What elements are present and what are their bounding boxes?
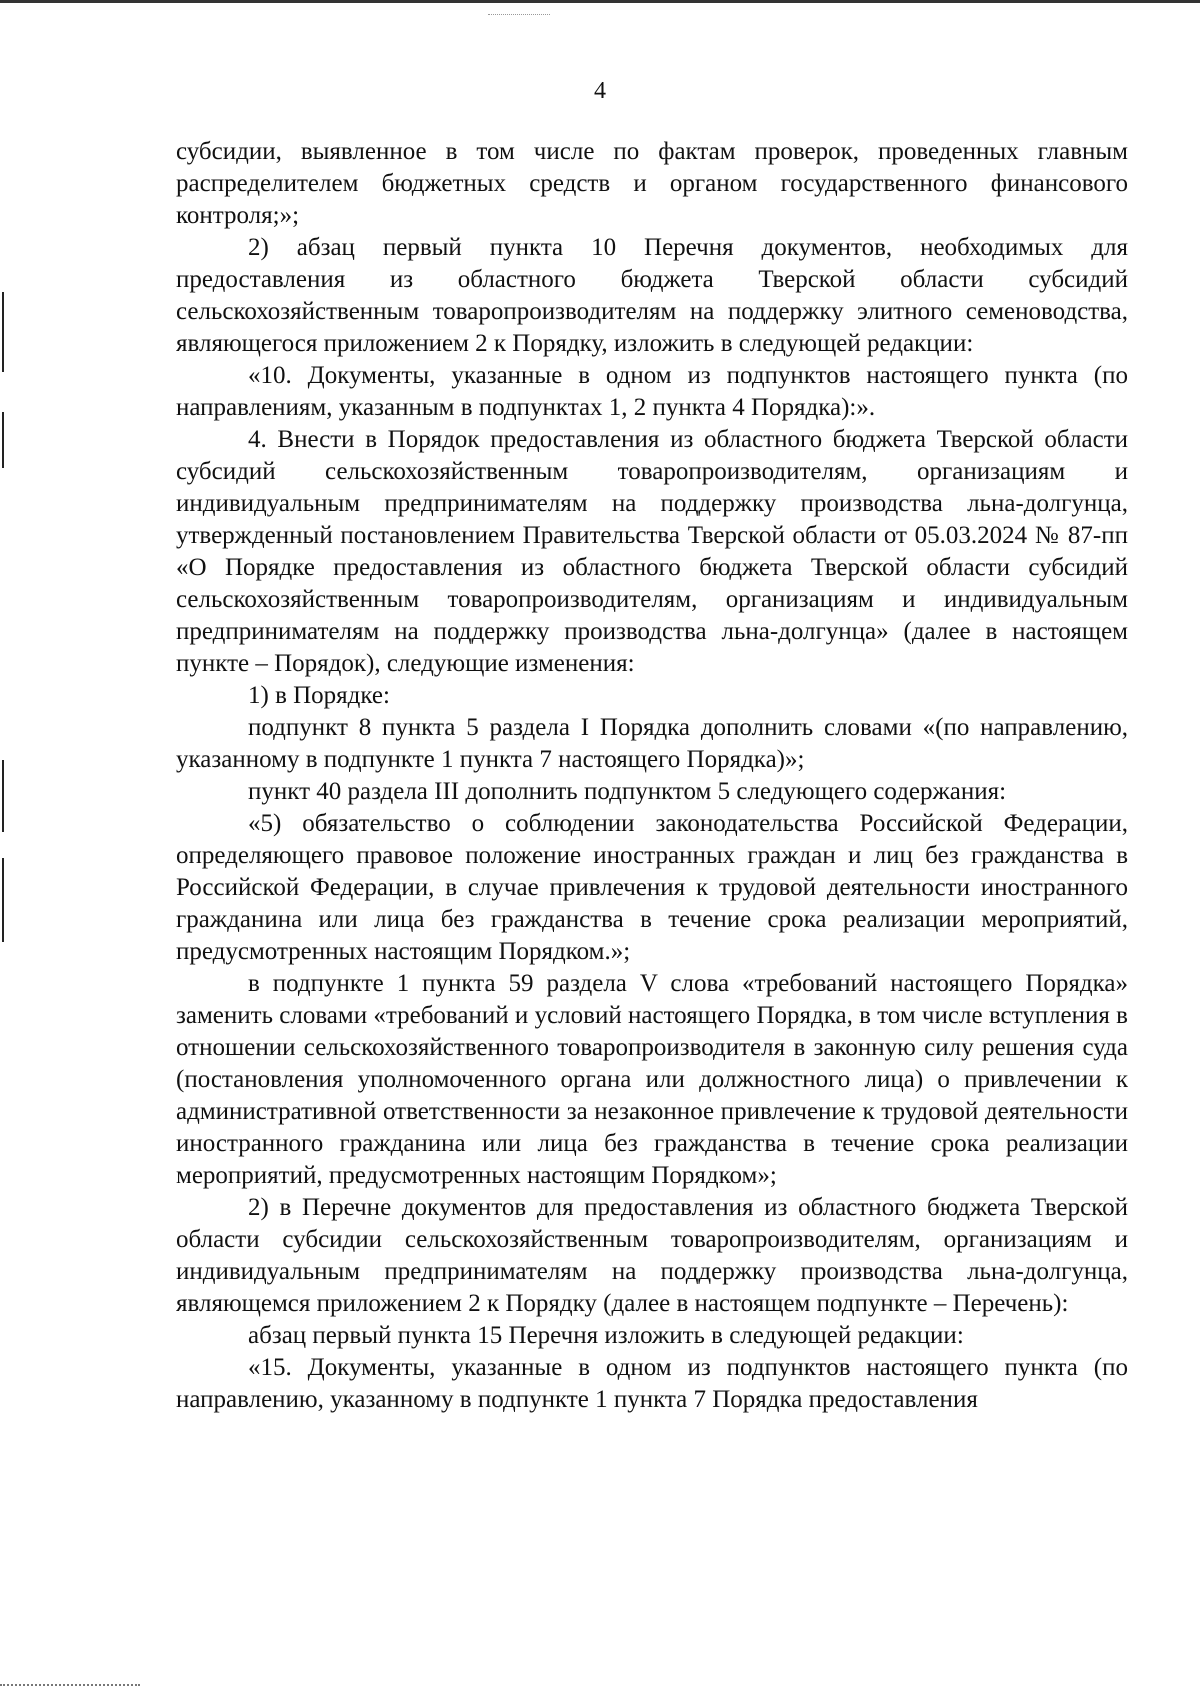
- scan-edge-mark: [2, 760, 4, 832]
- paragraph-3: «10. Документы, указанные в одном из подпунктов настоящего пункта (по направлениям, указанным в подпунктах 1, 2 пункта 4 Порядка):».: [176, 362, 1128, 421]
- paragraph-1: субсидии, выявленное в том числе по фактам проверок, проведенных главным распределителем бюджетных средств и органом государственного финансового контроля;»;: [176, 138, 1128, 229]
- scan-edge-mark: [2, 292, 4, 372]
- scan-artifact-bottom: [0, 1684, 140, 1690]
- paragraph-9: в подпункте 1 пункта 59 раздела V слова «требований настоящего Порядка» заменить словами «требований и условий настоящего Порядка, в том числе вступления в отношении сельскохозяйственного товаропроизводителя в законную силу решения суда (постановления уполномоченного органа или должностного лица) о привлечении к административной ответственности за незаконное привлечение к трудовой деятельности иностранного гражданина или лица без гражданства в течение срока реализации мероприятий, предусмотренных настоящим Порядком»;: [176, 970, 1128, 1189]
- paragraph-12: «15. Документы, указанные в одном из подпунктов настоящего пункта (по направлению, указанному в подпункте 1 пункта 7 Порядка предоставления: [176, 1354, 1128, 1413]
- document-body: [176, 136, 1128, 1416]
- paragraph-11: абзац первый пункта 15 Перечня изложить в следующей редакции:: [248, 1322, 964, 1349]
- scan-artifact: [488, 14, 550, 21]
- paragraph-10: 2) в Перечне документов для предоставления из областного бюджета Тверской области субсидии сельскохозяйственным товаропроизводителям, организациям и индивидуальным предпринимателям на поддержку производства льна-долгунца, являющемся приложением 2 к Порядку (далее в настоящем подпункте – Перечень):: [176, 1194, 1128, 1317]
- paragraph-7: пункт 40 раздела III дополнить подпунктом 5 следующего содержания:: [248, 778, 1007, 805]
- paragraph-4: 4. Внести в Порядок предоставления из областного бюджета Тверской области субсидий сельскохозяйственным товаропроизводителям, организациям и индивидуальным предпринимателям на поддержку производства льна-долгунца, утвержденный постановлением Правительства Тверской области от 05.03.2024 № 87-пп «О Порядке предоставления из областного бюджета Тверской области субсидий сельскохозяйственным товаропроизводителям, организациям и индивидуальным предпринимателям на поддержку производства льна-долгунца» (далее в настоящем пункте – Порядок), следующие изменения:: [176, 426, 1128, 677]
- scan-edge-top: [0, 0, 1200, 3]
- paragraph-2: 2) абзац первый пункта 10 Перечня документов, необходимых для предоставления из областного бюджета Тверской области субсидий сельскохозяйственным товаропроизводителям на поддержку элитного семеноводства, являющегося приложением 2 к Порядку, изложить в следующей редакции:: [176, 234, 1128, 357]
- paragraph-5: 1) в Порядке:: [248, 682, 390, 709]
- paragraph-8: «5) обязательство о соблюдении законодательства Российской Федерации, определяющего правовое положение иностранных граждан и лиц без гражданства в Российской Федерации, в случае привлечения к трудовой деятельности иностранного гражданина или лица без гражданства в течение срока реализации мероприятий, предусмотренных настоящим Порядком.»;: [176, 810, 1128, 965]
- scan-edge-mark: [2, 412, 4, 468]
- page-number: 4: [594, 78, 606, 104]
- scan-edge-mark: [2, 858, 4, 942]
- paragraph-6: подпункт 8 пункта 5 раздела I Порядка дополнить словами «(по направлению, указанному в подпункте 1 пункта 7 настоящего Порядка)»;: [176, 714, 1128, 773]
